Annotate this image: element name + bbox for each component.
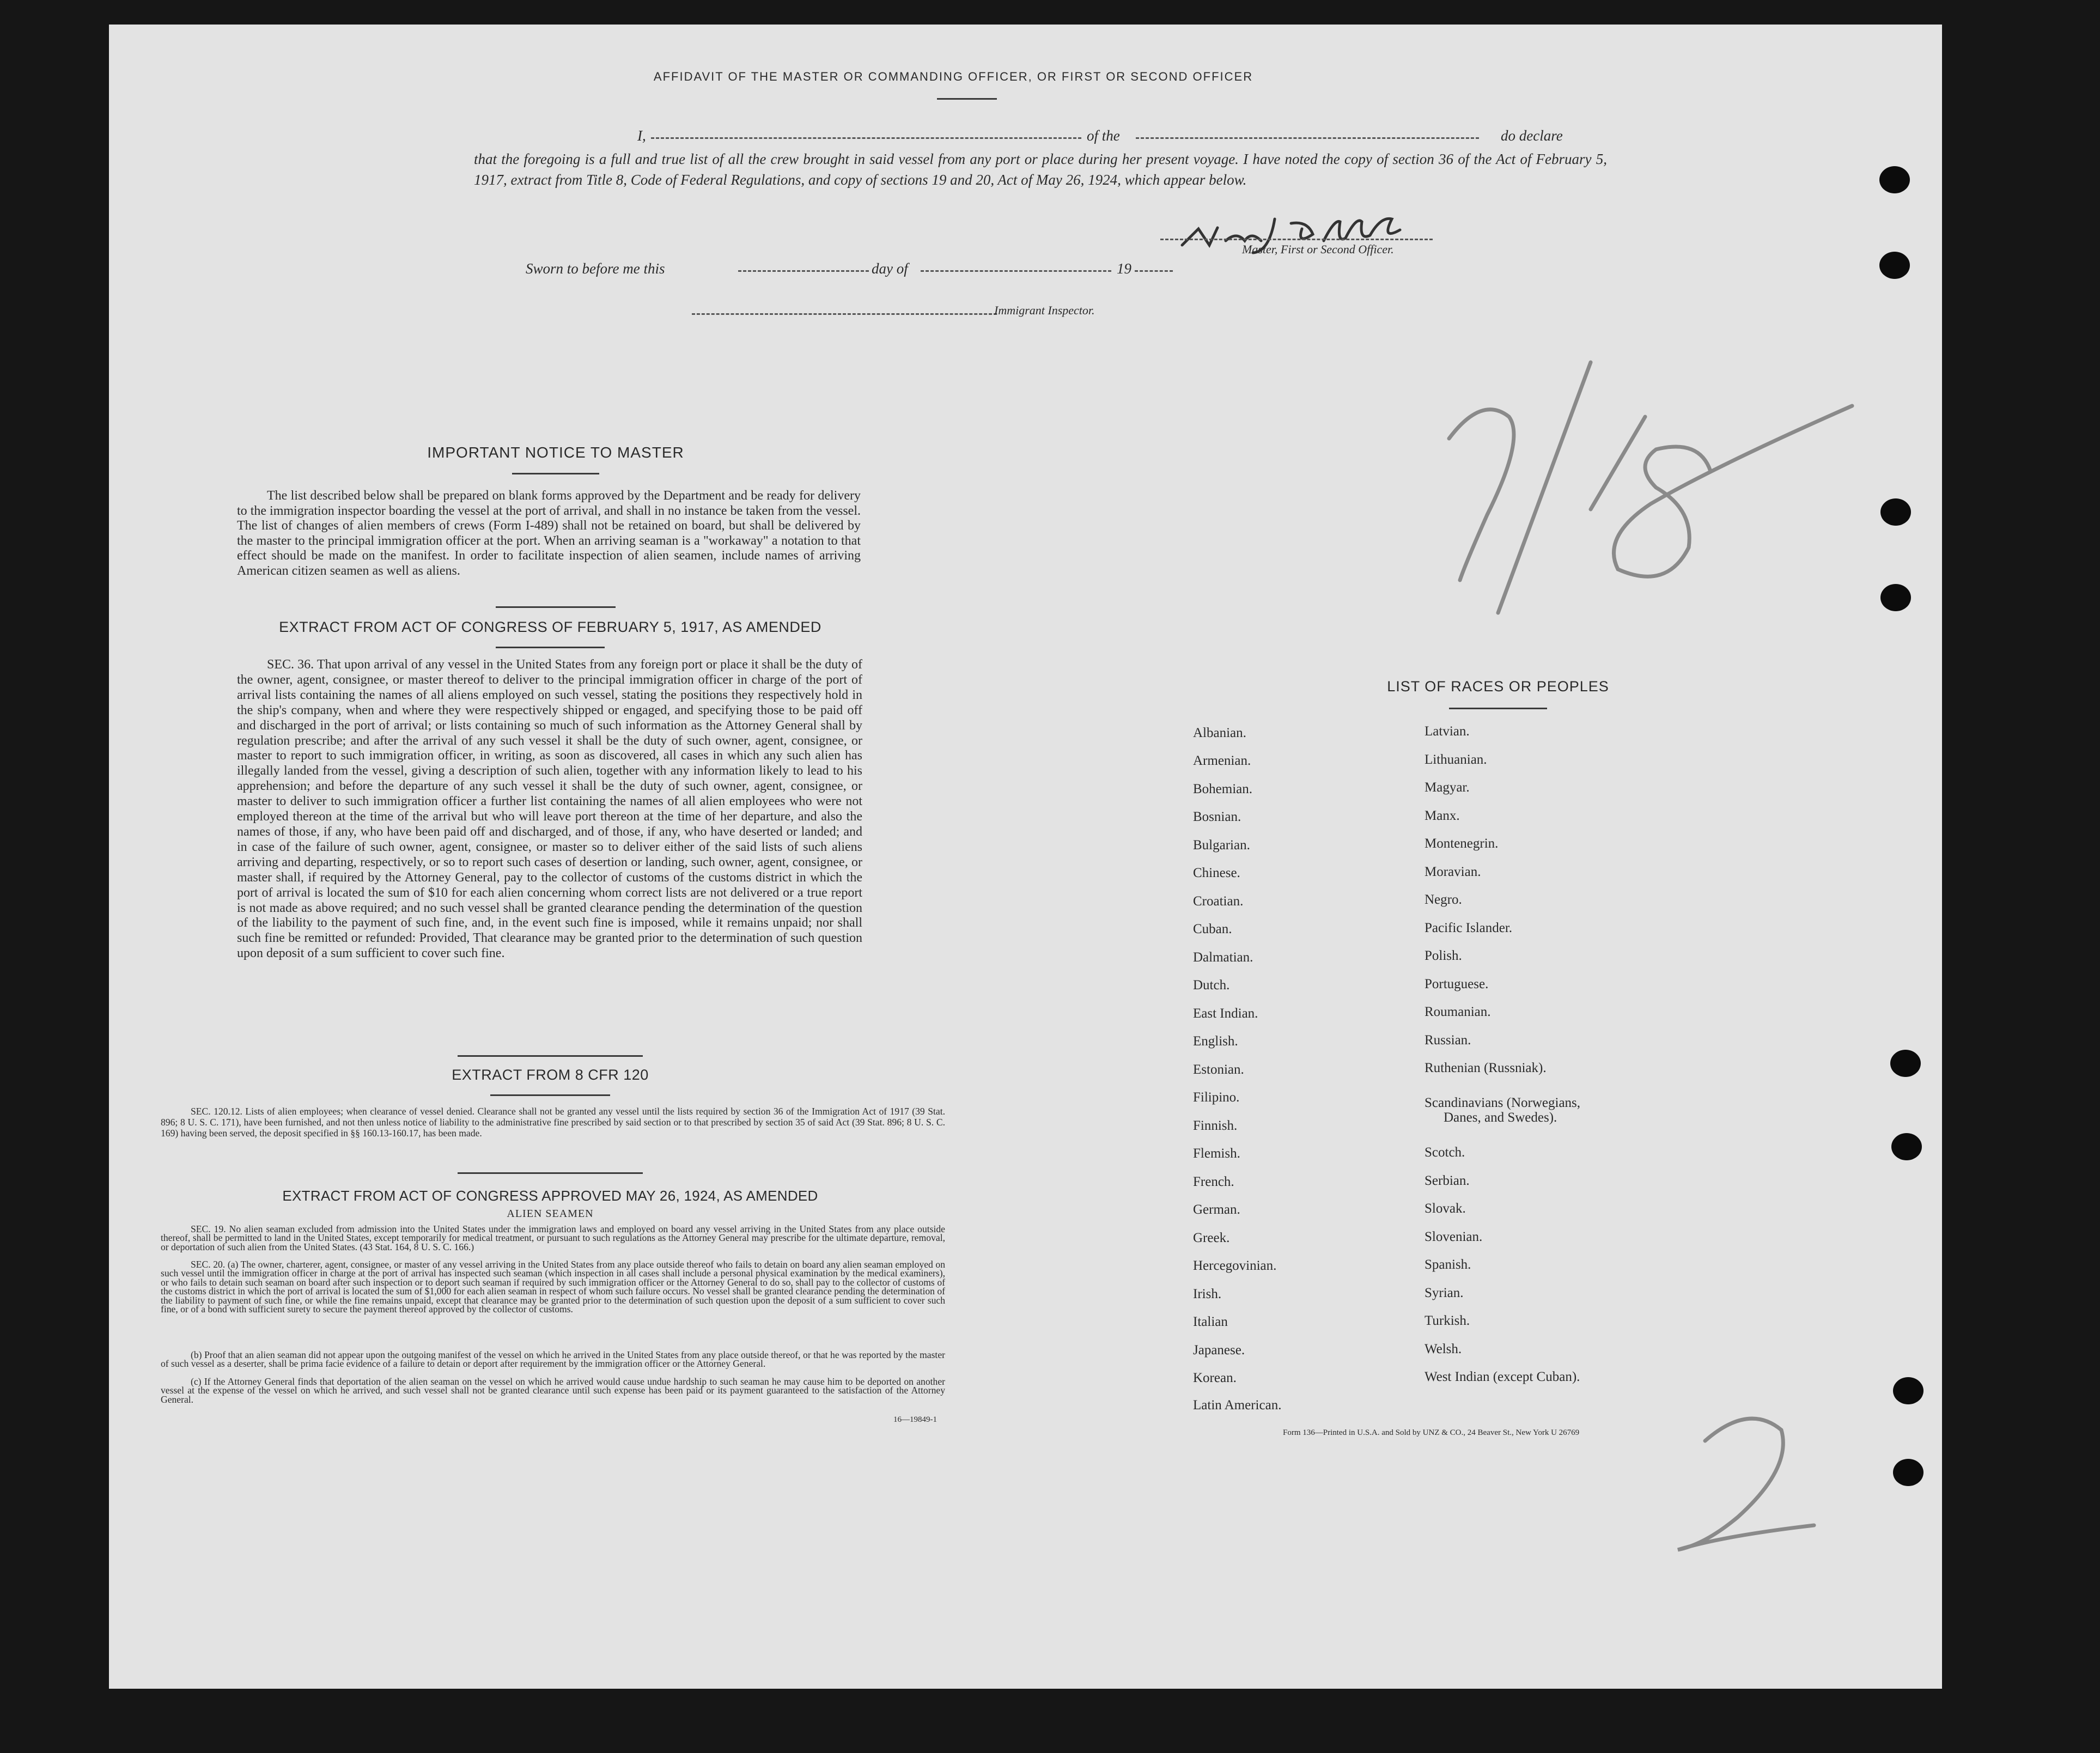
race-left-10: East Indian. (1193, 1006, 1258, 1021)
sworn-month-line (921, 270, 1111, 272)
race-left-8: Dalmatian. (1193, 950, 1253, 965)
race-right-7: Pacific Islander. (1425, 921, 1513, 935)
notice-title-rule (512, 473, 599, 474)
race-left-19: Hercegovinian. (1193, 1258, 1277, 1273)
affidavit-title: AFFIDAVIT OF THE MASTER OR COMMANDING OFFICER, OR FIRST OR SECOND OFFICER (653, 70, 1253, 83)
race-left-23: Korean. (1193, 1371, 1237, 1385)
extract1917-title-rule (496, 647, 605, 648)
signature-line (1160, 239, 1433, 240)
race-right-16: Slovak. (1425, 1201, 1466, 1216)
race-left-24: Latin American. (1193, 1398, 1282, 1413)
extract1924-sec20b: (b) Proof that an alien seaman did not appear upon the outgoing manifest of the vessel on which he arrived in the United States from any place outside thereof, or that he was reported by the master of such vessel as a deserter, shall be prima facie evidence of a failure to detain or deport after requirement by the immigration officer or the Attorney General. (161, 1349, 945, 1369)
extract1924-sec20a: SEC. 20. (a) The owner, charterer, agent, consignee, or master of any vessel arriving in the United States from any place outside thereof who fails to detain on board any alien seaman employed on such vessel until the immigration officer in charge at the port of arrival has inspected such seaman (which inspection in all cases shall include a personal physical examination by the medical examiners), or who fails to detain such seaman on board after such inspection or to deport such seaman if required by such immigration officer or the Attorney General to do so, shall pay to the collector of customs of the customs district in which the port of arrival is located the sum of $1,000 for each alien seaman in respect of whom such failure occurs. No vessel shall be granted clearance pending the determination of the liability to payment of such fine, or while the fine remains unpaid, except that clearance may be granted prior to the determination of such question upon the deposit of a sum sufficient to cover such fine, or of a bond with sufficient surety to secure the payment thereof approved by the collector of customs. (161, 1259, 945, 1315)
race-left-12: Estonian. (1193, 1062, 1244, 1077)
affidavit-name-line (651, 137, 1081, 139)
race-right-17: Slovenian. (1425, 1229, 1483, 1244)
race-right-21: Welsh. (1425, 1342, 1462, 1356)
sworn-day-line (738, 270, 869, 272)
races-title-rule (1449, 708, 1547, 709)
notice-title: IMPORTANT NOTICE TO MASTER (427, 444, 684, 461)
race-left-16: French. (1193, 1174, 1234, 1189)
race-right-5: Moravian. (1425, 865, 1481, 879)
notice-end-rule (496, 606, 616, 608)
race-right-13-cont: Danes, and Swedes). (1444, 1110, 1557, 1125)
race-left-0: Albanian. (1193, 726, 1246, 740)
race-left-17: German. (1193, 1202, 1240, 1217)
race-left-7: Cuban. (1193, 922, 1232, 936)
sworn-line (526, 260, 1299, 282)
affidavit-line1 (626, 127, 1607, 149)
race-left-13: Filipino. (1193, 1090, 1240, 1105)
affidavit-title-rule (937, 98, 997, 100)
form-footer: Form 136—Printed in U.S.A. and Sold by UNZ & CO., 24 Beaver St., New York U 26769 (1283, 1428, 1580, 1437)
race-left-9: Dutch. (1193, 978, 1230, 993)
race-right-19: Syrian. (1425, 1286, 1464, 1300)
binder-hole (1880, 498, 1911, 526)
extract1924-subtitle: ALIEN SEAMEN (507, 1208, 594, 1220)
binder-hole (1891, 1133, 1922, 1160)
race-right-0: Latvian. (1425, 724, 1470, 739)
race-left-11: English. (1193, 1034, 1238, 1049)
binder-hole (1880, 584, 1911, 611)
extractCFR-title-rule (490, 1094, 610, 1096)
race-right-1: Lithuanian. (1425, 752, 1487, 767)
handwritten-page-number (1307, 330, 1885, 640)
extractCFR-body: SEC. 120.12. Lists of alien employees; when clearance of vessel denied. Clearance shall not be granted any vessel until the lists required by section 36 of the Immigration Act of 1917 (39 Stat. 896; 8 U. S. C. 171), have been furnished, and not then unless notice of liability to the administrative fine prescribed by said section or to that prescribed by section 35 of said Act (39 Stat. 896; 8 U. S. C. 169) having been served, the deposit specified in §§ 160.13-160.17, has been made. (161, 1106, 945, 1139)
race-left-4: Bulgarian. (1193, 838, 1250, 853)
race-left-21: Italian (1193, 1314, 1228, 1329)
race-right-2: Magyar. (1425, 780, 1470, 795)
binder-hole (1890, 1050, 1921, 1077)
sworn-year: 19 (1117, 260, 1131, 277)
inspector-caption: Immigrant Inspector. (994, 303, 1095, 317)
race-left-1: Armenian. (1193, 753, 1251, 768)
race-left-3: Bosnian. (1193, 809, 1241, 824)
race-right-12: Ruthenian (Russniak). (1425, 1061, 1547, 1075)
binder-hole (1893, 1459, 1924, 1486)
affidavit-do-declare: do declare (1501, 127, 1563, 144)
manifest-page (109, 25, 1942, 1689)
handwritten-corner-number (1623, 1397, 1841, 1577)
race-left-2: Bohemian. (1193, 782, 1253, 796)
race-left-15: Flemish. (1193, 1146, 1240, 1161)
binder-hole (1879, 166, 1910, 193)
race-right-10: Roumanian. (1425, 1005, 1491, 1019)
extract1924-sec19: SEC. 19. No alien seaman excluded from admission into the United States under the immigration laws and employed on board any vessel arriving in the United States from any place outside thereof, shall be permitted to land in the United States, except temporarily for medical treatment, or pursuant to such regulations as the Attorney General may prescribe for the ultimate departure, removal, or deportation of such alien from the United States. (43 Stat. 164, 8 U. S. C. 166.) (161, 1224, 945, 1252)
race-right-3: Manx. (1425, 808, 1460, 823)
signature-caption: Master, First or Second Officer. (1242, 242, 1394, 256)
race-left-5: Chinese. (1193, 866, 1240, 880)
race-right-15: Serbian. (1425, 1173, 1470, 1188)
extract1917-body: SEC. 36. That upon arrival of any vessel in the United States from any foreign port or place it shall be the duty of the owner, agent, consignee, or master thereof to deliver to the principal immigration officer in charge of the port of arrival lists containing the names of all aliens employed on such vessel, stating the positions they respectively hold in the ship's company, when and where they were respectively shipped or engaged, and specifying those to be paid off and discharged in the port of arrival; or lists containing so much of such information as the Attorney General shall by regulation prescribe; and after the arrival of any such vessel it shall be the duty of such owner, agent, consignee, or master to report to such immigration officer, in writing, as soon as discovered, all cases in which any such alien has illegally landed from the vessel, giving a description of such alien, together with any information likely to lead to his apprehension; and before the departure of any such vessel it shall be the duty of such owner, agent, consignee, or master to deliver to such immigration officer a further list containing the names of all alien employees who were not employed thereon at the time of the arrival but who will leave port thereon at the time of her departure, and also the names of those, if any, who have been paid off and discharged, and of those, if any, who have deserted or landed; and in case of the failure of such owner, agent, consignee, or master so to deliver either of the said lists of such aliens arriving and departing, respectively, or so to report such cases of desertion or landing, such owner, agent, consignee, or master shall, if required by the Attorney General, pay to the collector of customs of the customs district in which the port of arrival is located the sum of $10 for each alien concerning whom correct lists are not delivered or a true report is not made as above required; and no such vessel shall be granted clearance pending the determination of the question of the liability to the payment of such fine, and, in the event such fine is imposed, while it remains unpaid; nor shall such fine be remitted or refunded: Provided, That clearance may be granted prior to the determination of such question upon deposit of a sum sufficient to cover such fine. (237, 658, 862, 961)
race-right-13: Scandinavians (Norwegians, (1425, 1095, 1581, 1110)
affidavit-i: I, (637, 127, 646, 144)
form-code: 16—19849-1 (893, 1415, 937, 1424)
race-left-14: Finnish. (1193, 1118, 1238, 1133)
binder-hole (1893, 1377, 1924, 1404)
race-right-4: Montenegrin. (1425, 836, 1499, 851)
race-left-18: Greek. (1193, 1231, 1230, 1245)
race-right-11: Russian. (1425, 1033, 1471, 1048)
inspector-line (692, 313, 997, 315)
sworn-day-of: day of (872, 260, 908, 277)
sworn-prefix: Sworn to before me this (526, 260, 665, 277)
race-right-8: Polish. (1425, 948, 1462, 963)
extract1917-end-rule (458, 1055, 643, 1057)
race-left-20: Irish. (1193, 1287, 1222, 1301)
extract1924-title: EXTRACT FROM ACT OF CONGRESS APPROVED MAY 26, 1924, AS AMENDED (282, 1188, 818, 1204)
extract1917-title: EXTRACT FROM ACT OF CONGRESS OF FEBRUARY 5, 1917, AS AMENDED (279, 619, 821, 635)
extractCFR-title: EXTRACT FROM 8 CFR 120 (452, 1067, 649, 1083)
race-left-22: Japanese. (1193, 1343, 1245, 1358)
affidavit-vessel-line (1136, 137, 1479, 139)
races-title: LIST OF RACES OR PEOPLES (1387, 678, 1609, 695)
notice-body: The list described below shall be prepared on blank forms approved by the Department and be ready for delivery to the immigration inspector boarding the vessel at the port of arrival, and shall in no instance be taken from the vessel. The list of changes of alien members of crews (Form I-489) shall not be retained on board, but shall be delivered by the master to the principal immigration officer at the port. When an arriving seaman is a "workaway" a notation to that effect should be made on the manifest. In order to facilitate inspection of alien seamen, include names of arriving American citizen seamen as well as aliens. (237, 489, 861, 578)
affidavit-of-the: of the (1087, 127, 1120, 144)
sworn-year-line (1135, 270, 1173, 272)
race-right-6: Negro. (1425, 892, 1462, 907)
race-left-6: Croatian. (1193, 894, 1244, 909)
race-right-20: Turkish. (1425, 1313, 1470, 1328)
affidavit-body: that the foregoing is a full and true list of all the crew brought in said vessel from any port or place during her present voyage. I have noted the copy of section 36 of the Act of February 5, 1917, extract from Title 8, Code of Federal Regulations, and copy of sections 19 and 20, Act of May 26, 1924, which appear below. (474, 151, 1607, 188)
extractCFR-end-rule (458, 1172, 643, 1174)
binder-hole (1879, 252, 1910, 279)
race-right-14: Scotch. (1425, 1145, 1465, 1160)
race-right-22: West Indian (except Cuban). (1425, 1369, 1580, 1384)
race-right-9: Portuguese. (1425, 977, 1489, 991)
race-right-18: Spanish. (1425, 1257, 1471, 1272)
extract1924-sec20c: (c) If the Attorney General finds that deportation of the alien seaman on the vessel on which he arrived would cause undue hardship to such seaman he may cause him to be deported on another vessel at the expense of the vessel on which he arrived, and such vessel shall not be granted clearance until such expense has been paid or its payment guaranteed to the satisfaction of the Attorney General. (161, 1376, 945, 1405)
